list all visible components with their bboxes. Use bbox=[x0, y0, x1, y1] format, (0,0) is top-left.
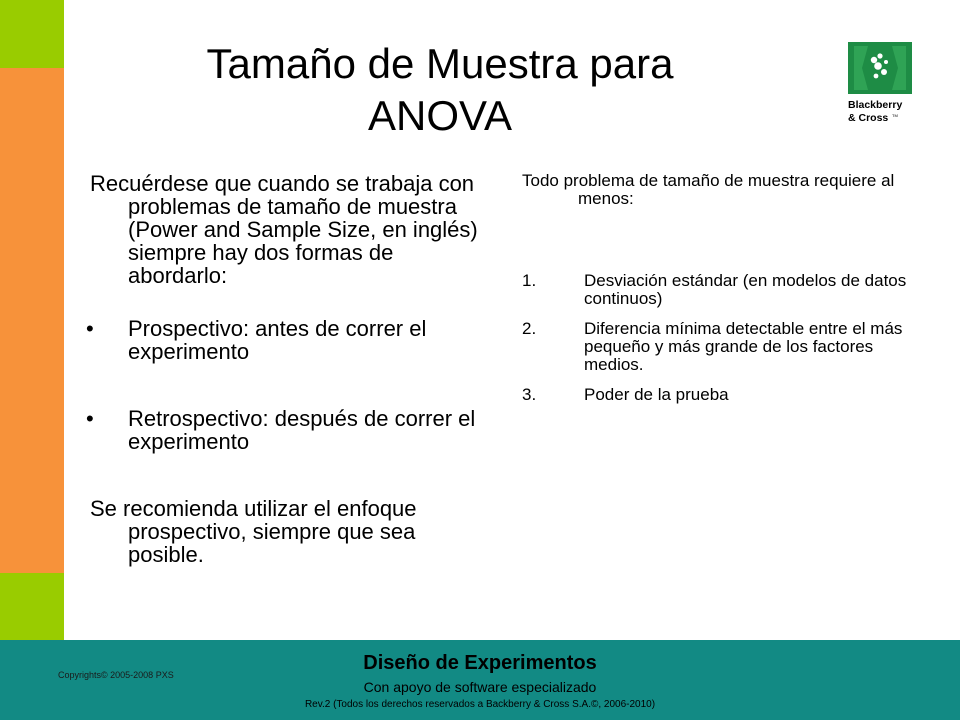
footer-revision: Rev.2 (Todos los derechos reservados a Backberry & Cross S.A.©, 2006-2010) bbox=[304, 699, 656, 710]
logo-berry-dot bbox=[874, 74, 879, 79]
side-bar-green-top bbox=[0, 0, 64, 68]
side-bar-green-bottom bbox=[0, 573, 64, 640]
right-intro: Todo problema de tamaño de muestra requiere al menos: bbox=[522, 171, 895, 208]
footer-title: Diseño de Experimentos bbox=[363, 652, 597, 674]
copyright-notice: Copyrights© 2005-2008 PXS bbox=[58, 670, 174, 680]
left-text-column bbox=[86, 171, 490, 567]
blackberry-cross-logo bbox=[846, 42, 914, 128]
item-text: Diferencia mínima detectable entre el más pequeño y más grande de los factores medios. bbox=[584, 319, 903, 374]
item-number: 3. bbox=[522, 385, 537, 404]
bullet-prospectivo bbox=[86, 316, 490, 364]
slide-title bbox=[150, 38, 730, 142]
logo-berry-dot bbox=[881, 69, 887, 75]
logo-berry-dot bbox=[877, 53, 882, 58]
requirement-item bbox=[522, 272, 922, 308]
logo-text-line1: Blackberry bbox=[848, 99, 903, 111]
requirement-item bbox=[522, 386, 922, 404]
right-text-column bbox=[522, 172, 922, 404]
logo-text-line2: & Cross bbox=[848, 112, 889, 124]
logo-berry-dot bbox=[871, 57, 877, 63]
left-intro: Recuérdese que cuando se trabaja con problemas de tamaño de muestra (Power and Sample Size, en inglés) siempre hay dos formas de abordarlo: bbox=[90, 171, 478, 288]
bullet-dot: • bbox=[86, 316, 94, 341]
logo-trademark: TM bbox=[892, 113, 898, 118]
item-number: 2. bbox=[522, 319, 537, 338]
footer-subtitle: Con apoyo de software especializado bbox=[363, 679, 597, 695]
bullet-text: Prospectivo: antes de correr el experimento bbox=[128, 316, 427, 364]
logo-berry-dot bbox=[874, 62, 882, 70]
bullet-dot: • bbox=[86, 406, 94, 431]
bullet-text: Retrospectivo: después de correr el experimento bbox=[128, 406, 476, 454]
logo-berry-dot bbox=[884, 60, 888, 64]
item-text: Desviación estándar (en modelos de datos continuos) bbox=[584, 271, 907, 308]
slide-title-line1: Tamaño de Muestra para bbox=[206, 40, 674, 87]
left-closing: Se recomienda utilizar el enfoque prospectivo, siempre que sea posible. bbox=[90, 496, 417, 567]
bullet-retrospectivo bbox=[86, 406, 490, 454]
side-bar-orange bbox=[0, 68, 64, 573]
requirement-item bbox=[522, 320, 922, 374]
slide-title-line2: ANOVA bbox=[368, 92, 512, 139]
item-number: 1. bbox=[522, 271, 537, 290]
item-text: Poder de la prueba bbox=[584, 385, 729, 404]
